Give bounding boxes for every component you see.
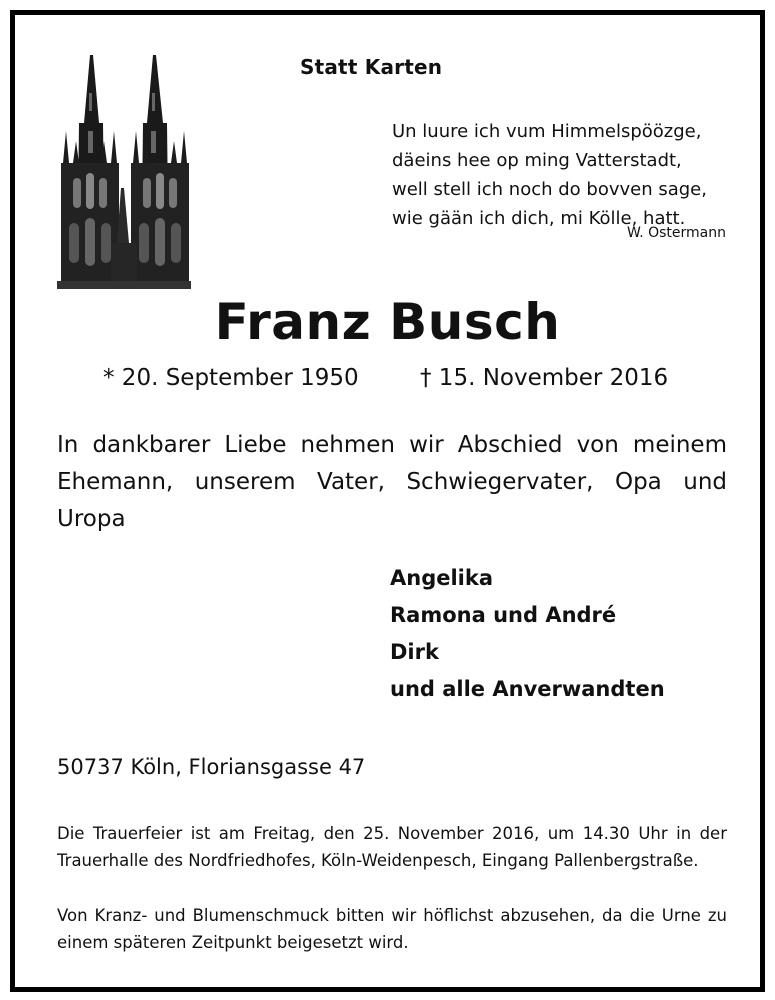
farewell-message: In dankbarer Liebe nehmen wir Abschied von meinem Ehemann, unserem Vater, Schwiegervater, Opa und Uropa	[57, 432, 727, 532]
cologne-cathedral-icon	[57, 53, 191, 289]
funeral-notice: Die Trauerfeier ist am Freitag, den 25. November 2016, um 14.30 Uhr in der Trauerhalle des Nordfriedhofes, Köln-Weidenpesch, Eingang Pallenbergstraße.	[57, 824, 727, 870]
mourner-name: und alle Anverwandten	[390, 677, 665, 701]
family-address: 50737 Köln, Floriansgasse 47	[57, 755, 366, 779]
mourners-list	[390, 560, 665, 708]
death-date: † 15. November 2016	[420, 365, 669, 391]
poem-line: Un luure ich vum Himmelspöözge,	[392, 121, 702, 142]
birth-date: * 20. September 1950	[103, 365, 359, 391]
obituary-card	[10, 10, 765, 992]
mourner-name: Angelika	[390, 566, 494, 590]
deceased-name: Franz Busch	[214, 293, 561, 351]
heading-statt-karten: Statt Karten	[300, 55, 443, 79]
mourner-name: Dirk	[390, 640, 439, 664]
poem-line: däeins hee op ming Vatterstadt,	[392, 150, 682, 171]
poem-author: W. Ostermann	[626, 225, 726, 241]
poem-line: well stell ich noch do bovven sage,	[392, 179, 707, 200]
mourner-name: Ramona und André	[390, 603, 617, 627]
poem-line: wie gään ich dich, mi Kölle, hatt.	[392, 208, 686, 229]
poem	[392, 117, 732, 233]
flowers-notice: Von Kranz- und Blumenschmuck bitten wir höflichst abzusehen, da die Urne zu einem späteren Zeitpunkt beigesetzt wird.	[57, 906, 727, 952]
